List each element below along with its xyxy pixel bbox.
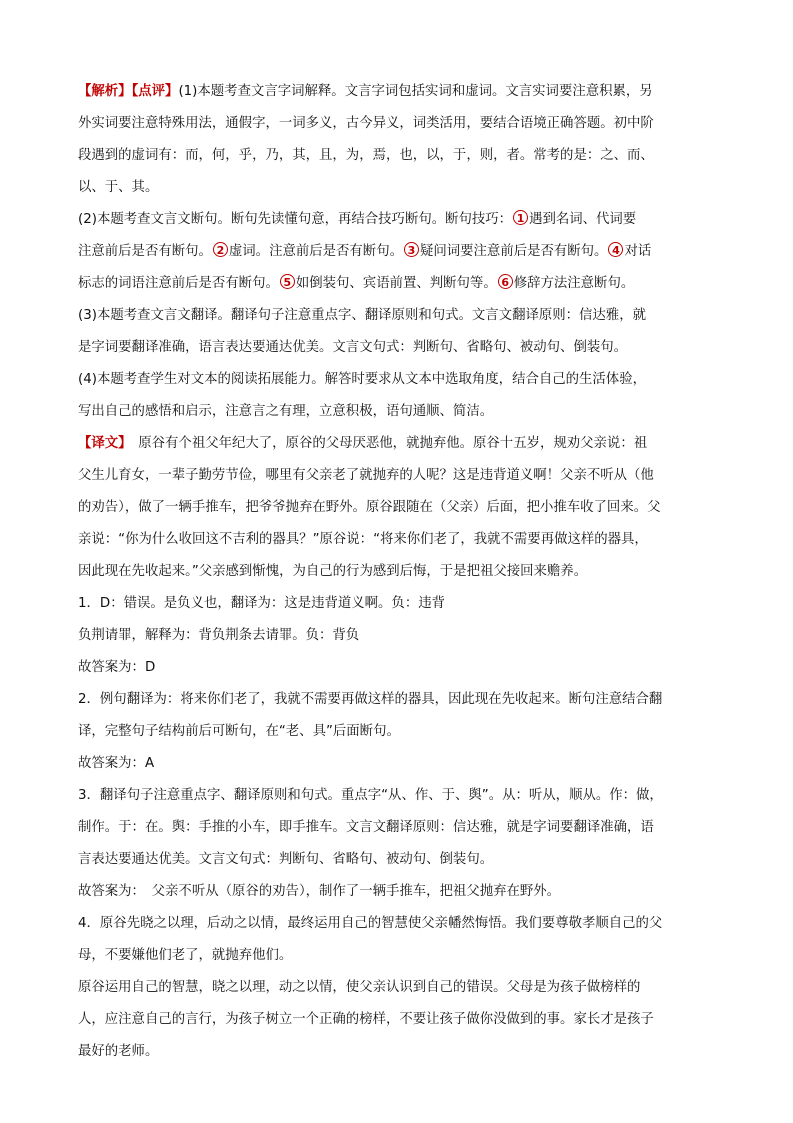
analysis-p4-line-1: (4)本题考查学生对文本的阅读拓展能力。解答时要求从文本中选取角度，结合自己的生活体验， — [78, 372, 646, 387]
analysis-p2-line-1 — [78, 210, 636, 230]
analysis-p3-line-2: 是字词要翻译准确，语言表达要通达优美。文言文句式：判断句、省略句、被动句、倒装句。 — [78, 340, 628, 355]
analysis-p2-text-1b: 遇到名词、代词要 — [529, 212, 637, 227]
analysis-p3-line-1: (3)本题考查文言文翻译。翻译句子注意重点字、翻译原则和句式。文言文翻译原则：信达雅，就 — [78, 308, 646, 323]
answer-line-6: 故答案为：A — [78, 756, 155, 771]
analysis-p2-text-2b: 虚词。注意前后是否有断句。 — [228, 244, 403, 259]
yiwen-label: 【译文】 — [78, 436, 125, 451]
answer-line-11: 4．原谷先晓之以理，后动之以情，最终运用自己的智慧使父亲幡然悔悟。我们要尊敬孝顺自己的父 — [78, 916, 663, 931]
analysis-p2-text-2d: 对话 — [624, 244, 652, 259]
analysis-p2-text-3c: 修辞方法注意断句。 — [513, 276, 635, 291]
translation-text-1: 原谷有个祖父年纪大了，原谷的父母厌恶他，就抛弃他。原谷十五岁，规劝父亲说：祖 — [124, 436, 648, 451]
circled-number-1: 1 — [513, 210, 528, 225]
answer-line-15: 最好的老师。 — [78, 1044, 159, 1059]
translation-line-3: 的劝告），做了一辆手推车，把爷爷抛弃在野外。原谷跟随在（父亲）后面，把小推车收了回来。父 — [78, 500, 661, 515]
circled-number-6: 6 — [498, 274, 513, 289]
jiexi-label: 【解析】 — [78, 84, 132, 99]
analysis-p1-text-1: (1)本题考查文言字词解释。文言字词包括实词和虚词。文言实词要注意积累，另 — [178, 84, 653, 99]
translation-line-2: 父生儿育女，一辈子勤劳节俭，哪里有父亲老了就抛弃的人呢？这是违背道义啊！父亲不听从（他 — [78, 468, 654, 483]
analysis-p1-line-1 — [78, 82, 653, 102]
analysis-p2-text-2a: 注意前后是否有断句。 — [78, 244, 212, 259]
analysis-p2-text-3b: 如倒装句、宾语前置、判断句等。 — [295, 276, 497, 291]
answer-line-4: 2．例句翻译为：将来你们老了，我就不需要再做这样的器具，因此现在先收起来。断句注意结合翻 — [78, 692, 663, 707]
analysis-p4-line-2: 写出自己的感悟和启示，注意言之有理，立意积极，语句通顺、简洁。 — [78, 404, 494, 419]
analysis-p2-line-2 — [78, 242, 651, 262]
answer-line-1: 1．D：错误。是负义也，翻译为：这是违背道义啊。负：违背 — [78, 596, 445, 611]
answer-line-10: 故答案为： 父亲不听从（原谷的劝告），制作了一辆手推车，把祖父抛弃在野外。 — [78, 884, 561, 899]
answer-line-7: 3．翻译句子注意重点字、翻译原则和句式。重点字“从、作、于、舆”。从：听从，顺从。作：做， — [78, 788, 663, 803]
answer-line-12: 母，不要嫌他们老了，就抛弃他们。 — [78, 948, 293, 963]
answer-line-3: 故答案为：D — [78, 660, 156, 675]
translation-line-5: 因此现在先收起来。”父亲感到惭愧，为自己的行为感到后悔，于是把祖父接回来赡养。 — [78, 564, 588, 579]
analysis-p2-text-3a: 标志的词语注意前后是否有断句。 — [78, 276, 279, 291]
circled-number-4: 4 — [608, 242, 623, 257]
translation-line-1 — [78, 434, 647, 454]
circled-number-5: 5 — [280, 274, 295, 289]
analysis-p2-text-2c: 疑问词要注意前后是否有断句。 — [419, 244, 608, 259]
analysis-p1-line-2: 外实词要注意特殊用法，通假字，一词多义，古今异义，词类活用，要结合语境正确答题。初中阶 — [78, 116, 654, 131]
answer-line-9: 言表达要通达优美。文言文句式：判断句、省略句、被动句、倒装句。 — [78, 852, 494, 867]
answer-line-2: 负荆请罪，解释为：背负荆条去请罪。负：背负 — [78, 628, 360, 643]
analysis-p2-line-3 — [78, 274, 634, 294]
analysis-p2-text-1a: (2)本题考查文言文断句。断句先读懂句意，再结合技巧断句。断句技巧： — [78, 212, 513, 227]
analysis-p1-line-4: 以、于、其。 — [78, 180, 159, 195]
circled-number-2: 2 — [213, 242, 228, 257]
answer-line-13: 原谷运用自己的智慧，晓之以理，动之以情，使父亲认识到自己的错误。父母是为孩子做榜样的 — [78, 980, 641, 995]
analysis-p1-line-3: 段遇到的虚词有：而，何，乎，乃，其，且，为，焉，也，以，于，则，者。常考的是：之、而、 — [78, 148, 654, 163]
translation-line-4: 亲说：“你为什么收回这不吉利的器具？”原谷说：“将来你们老了，我就不需要再做这样的器具， — [78, 532, 648, 547]
circled-number-3: 3 — [404, 242, 419, 257]
answer-line-8: 制作。于：在。舆：手推的小车，即手推车。文言文翻译原则：信达雅，就是字词要翻译准确，语 — [78, 820, 654, 835]
answer-line-14: 人，应注意自己的言行，为孩子树立一个正确的榜样，不要让孩子做你没做到的事。家长才是孩子 — [78, 1012, 654, 1027]
dianping-label: 【点评】 — [131, 84, 179, 99]
answer-line-5: 译，完整句子结构前后可断句，在“老、具”后面断句。 — [78, 724, 400, 739]
